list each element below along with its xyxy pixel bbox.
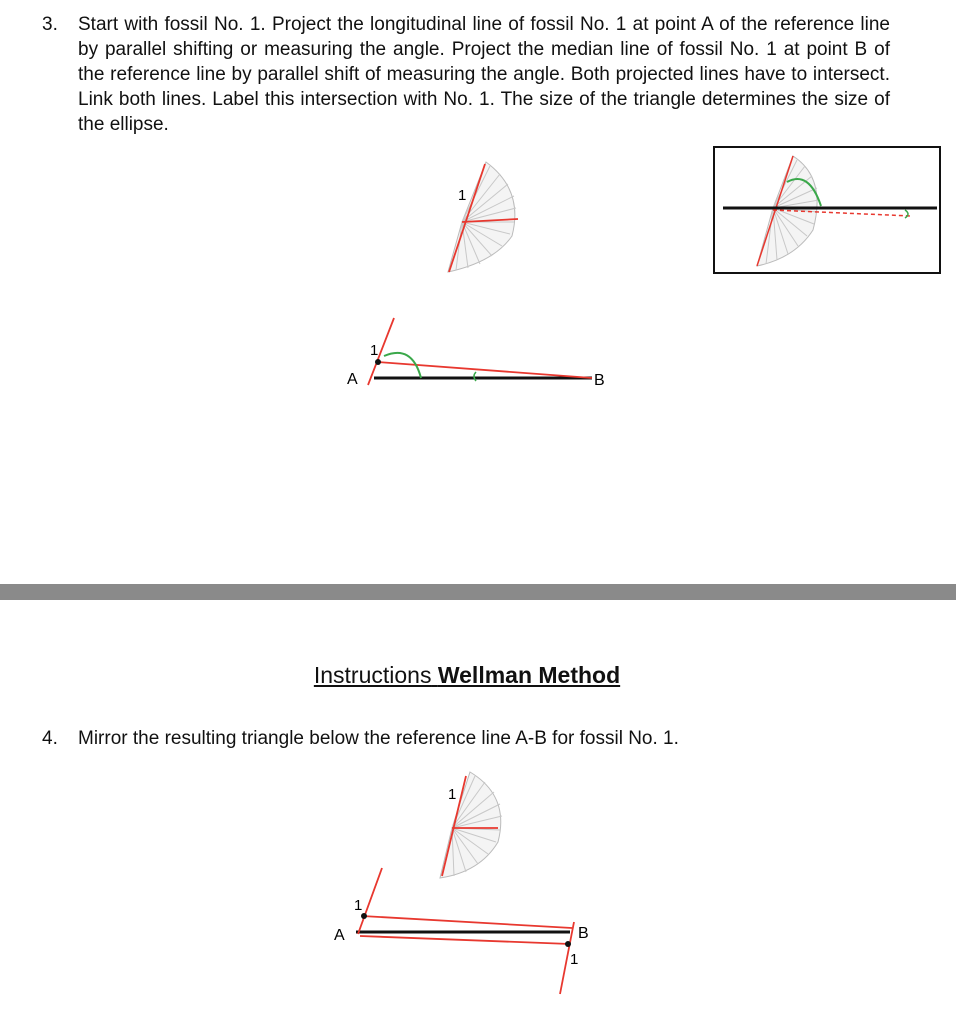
step-text: Start with fossil No. 1. Project the longitudinal line of fossil No. 1 at point A of the reference line by parallel shifting or measuring the angle. Project the median line of fossil No. 1 at point B of the reference line by parallel shift of measuring the angle. Both projected lines have to intersect. Link both lines. Label this intersection with No. 1. The size of the triangle determines the size of the ellipse.	[78, 14, 890, 135]
fossil-1-label-bottom: 1	[448, 786, 457, 803]
section-title-bold: Wellman Method	[437, 662, 621, 688]
step-number: 4.	[42, 728, 58, 749]
step-number: 3.	[42, 14, 58, 35]
lower-intersection-label: 1	[570, 951, 579, 968]
point-b-label: B	[594, 372, 605, 389]
section-title-plain: Instructions	[313, 662, 432, 688]
point-a-label-bottom: A	[334, 927, 345, 944]
point-a-label: A	[347, 371, 358, 388]
intersection-label: 1	[370, 342, 379, 359]
upper-intersection-label: 1	[354, 897, 363, 914]
lower-intersection-point	[565, 941, 571, 947]
step-text: Mirror the resulting triangle below the reference line A-B for fossil No. 1.	[78, 728, 679, 749]
fossil-1-label: 1	[458, 187, 467, 204]
projected-median-bottom	[362, 916, 572, 928]
point-b-label-bottom: B	[578, 925, 589, 942]
mirrored-median-line	[360, 936, 570, 944]
